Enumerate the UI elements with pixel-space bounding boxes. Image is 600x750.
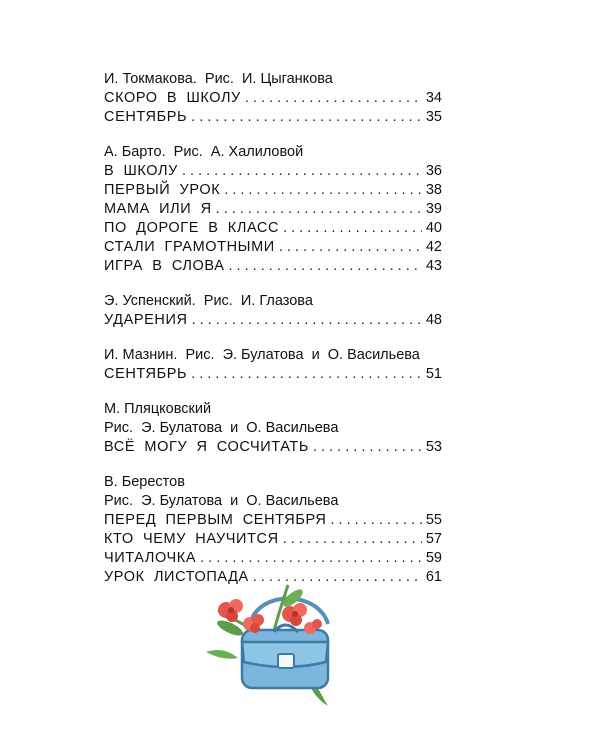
entry-page: 48: [425, 312, 442, 328]
school-bag-illustration: [178, 580, 348, 710]
illustrator-credit: Рис. Э. Булатова и О. Васильева: [104, 420, 339, 436]
entry-page: 57: [425, 531, 442, 547]
toc-entry[interactable]: [104, 108, 442, 127]
toc-group: [104, 400, 442, 457]
entry-title: СКОРО В ШКОЛУ: [104, 90, 241, 106]
entry-page: 35: [425, 109, 442, 125]
entry-title: ПЕРВЫЙ УРОК: [104, 182, 221, 198]
entry-page: 38: [425, 182, 442, 198]
entry-title: ВСЁ МОГУ Я СОСЧИТАТЬ: [104, 439, 309, 455]
entry-title: В ШКОЛУ: [104, 163, 178, 179]
bag-clasp: [278, 654, 294, 668]
entry-page: 36: [425, 163, 442, 179]
entry-page: 51: [425, 366, 442, 382]
author-line: Э. Успенский. Рис. И. Глазова: [104, 293, 313, 309]
dot-leader: [224, 181, 422, 200]
entry-page: 43: [425, 258, 442, 274]
entry-page: 39: [425, 201, 442, 217]
toc-entry[interactable]: [104, 162, 442, 181]
entry-title: ИГРА В СЛОВА: [104, 258, 225, 274]
entry-title: СЕНТЯБРЬ: [104, 109, 188, 125]
author-line: М. Пляцковский: [104, 401, 212, 417]
dot-leader: [192, 311, 422, 330]
entry-title: СТАЛИ ГРАМОТНЫМИ: [104, 239, 275, 255]
toc-entry[interactable]: [104, 200, 442, 219]
toc-entry[interactable]: [104, 181, 442, 200]
entry-title: ПО ДОРОГЕ В КЛАСС: [104, 220, 280, 236]
dot-leader: [228, 257, 421, 276]
entry-title: КТО ЧЕМУ НАУЧИТСЯ: [104, 531, 279, 547]
toc-entry[interactable]: [104, 89, 442, 108]
toc-group: [104, 346, 442, 384]
toc-entry[interactable]: [104, 365, 442, 384]
toc-entry[interactable]: [104, 311, 442, 330]
entry-title: ПЕРЕД ПЕРВЫМ СЕНТЯБРЯ: [104, 512, 327, 528]
dot-leader: [313, 438, 422, 457]
toc-entry[interactable]: [104, 511, 442, 530]
dot-leader: [283, 530, 422, 549]
toc-entry[interactable]: [104, 219, 442, 238]
author-line: А. Барто. Рис. А. Халиловой: [104, 144, 304, 160]
entry-page: 42: [425, 239, 442, 255]
entry-page: 53: [425, 439, 442, 455]
dot-leader: [331, 511, 422, 530]
entry-title: СЕНТЯБРЬ: [104, 366, 188, 382]
dot-leader: [191, 108, 422, 127]
author-line: И. Токмакова. Рис. И. Цыганкова: [104, 71, 333, 87]
toc-group: [104, 70, 442, 127]
dot-leader: [245, 89, 422, 108]
illustrator-credit: Рис. Э. Булатова и О. Васильева: [104, 493, 339, 509]
toc-entry[interactable]: [104, 549, 442, 568]
author-line: И. Мазнин. Рис. Э. Булатова и О. Васильева: [104, 347, 420, 363]
toc-group: [104, 292, 442, 330]
entry-page: 61: [425, 569, 442, 585]
dot-leader: [182, 162, 422, 181]
entry-title: ЧИТАЛОЧКА: [104, 550, 197, 566]
toc-entry[interactable]: [104, 438, 442, 457]
flower: [218, 599, 243, 622]
entry-page: 55: [425, 512, 442, 528]
toc-entry[interactable]: [104, 238, 442, 257]
entry-title: МАМА ИЛИ Я: [104, 201, 212, 217]
dot-leader: [200, 549, 422, 568]
toc-group: [104, 143, 442, 276]
entry-title: УДАРЕНИЯ: [104, 312, 188, 328]
dot-leader: [216, 200, 422, 219]
dot-leader: [279, 238, 422, 257]
toc-entry[interactable]: [104, 530, 442, 549]
entry-title: УРОК ЛИСТОПАДА: [104, 569, 249, 585]
entry-page: 59: [425, 550, 442, 566]
dot-leader: [283, 219, 422, 238]
author-line: В. Берестов: [104, 474, 185, 490]
toc-group: [104, 473, 442, 587]
leaf: [206, 650, 238, 659]
toc-entry[interactable]: [104, 257, 442, 276]
table-of-contents: [104, 70, 442, 603]
entry-page: 40: [425, 220, 442, 236]
entry-page: 34: [425, 90, 442, 106]
dot-leader: [191, 365, 422, 384]
